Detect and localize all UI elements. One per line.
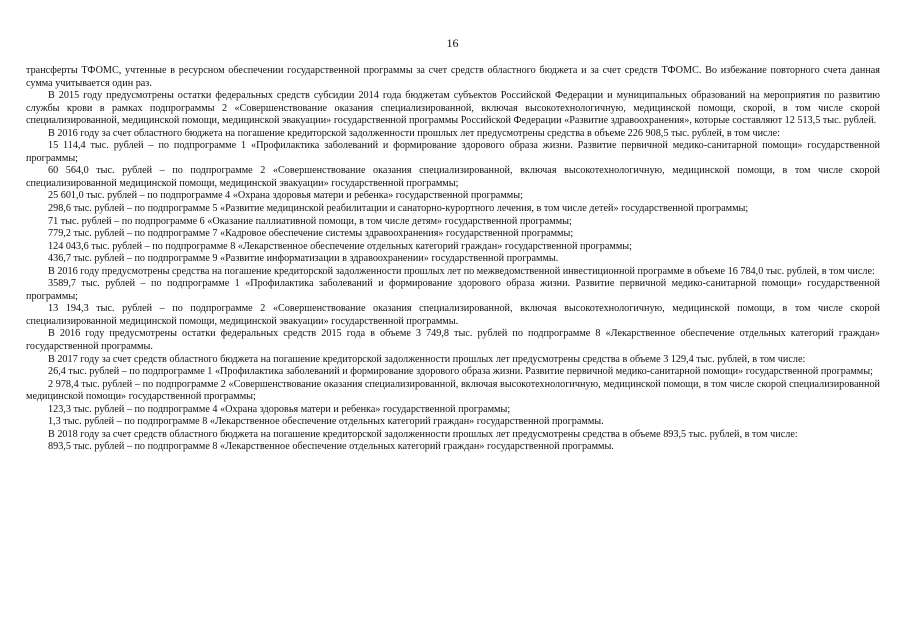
paragraph: В 2018 году за счет средств областного бюджета на погашение кредиторской задолженности прошлых лет предусмотрены средства в объеме 893,5 тыс. рублей, в том числе: (48, 428, 798, 440)
paragraph: В 2016 году предусмотрены средства на погашение кредиторской задолженности прошлых лет по межведомственной инвестиционной программе в объеме 16 784,0 тыс. рублей, в том числе: (48, 265, 875, 277)
paragraph: 15 114,4 тыс. рублей – по подпрограмме 1 «Профилактика заболеваний и формирование здорового образа жизни. Развитие первичной медико-санитарной помощи» государственной программы; (26, 140, 880, 164)
paragraph: 298,6 тыс. рублей – по подпрограмме 5 «Развитие медицинской реабилитации и санаторно-курортного лечения, в том числе детей» государственной программы; (48, 203, 749, 215)
paragraph: 25 601,0 тыс. рублей – по подпрограмме 4 «Охрана здоровья матери и ребенка» государственной программы; (48, 190, 523, 202)
paragraph: трансферты ТФОМС, учтенные в ресурсном обеспечении государственной программы за счет средств областного бюджета и за счет средств ТФОМС. Во избежание повторного счета данная сумма учитывается один раз. (26, 65, 880, 89)
paragraph: 2 978,4 тыс. рублей – по подпрограмме 2 «Совершенствование оказания специализированной, включая высокотехнологичную, медицинской помощи, в том числе скорой специализированной медицинской помощи» государственной программы; (26, 378, 880, 403)
paragraph: 13 194,3 тыс. рублей – по подпрограмме 2 «Совершенствование оказания специализированной, включая высокотехнологичную, медицинской помощи, в том числе скорой специализированной медицинской помощи, медицинской эвакуации» государственной программы. (26, 303, 880, 327)
paragraph: 60 564,0 тыс. рублей – по подпрограмме 2 «Совершенствование оказания специализированной, включая высокотехнологичную, медицинской помощи, в том числе скорой специализированной медицинской помощи, медицинской эвакуации» государственной программы; (26, 165, 880, 189)
paragraph: 436,7 тыс. рублей – по подпрограмме 9 «Развитие информатизации в здравоохранении» государственной программы. (48, 253, 559, 265)
paragraph: В 2016 году предусмотрены остатки федеральных средств 2015 года в объеме 3 749,8 тыс. рублей по подпрограмме 8 «Лекарственное обеспечение отдельных категорий граждан» государственной программы. (26, 328, 880, 353)
paragraph: В 2017 году за счет средств областного бюджета на погашение кредиторской задолженности прошлых лет предусмотрены средства в объеме 3 129,4 тыс. рублей, в том числе: (48, 353, 806, 365)
paragraph: 71 тыс. рублей – по подпрограмме 6 «Оказание паллиативной помощи, в том числе детям» государственной программы; (48, 215, 572, 227)
paragraph: 1,3 тыс. рублей – по подпрограмме 8 «Лекарственное обеспечение отдельных категорий граждан» государственной программы. (48, 416, 604, 428)
paragraph: 26,4 тыс. рублей – по подпрограмме 1 «Профилактика заболеваний и формирование здорового образа жизни. Развитие первичной медико-санитарной помощи» государственной программы; (48, 366, 873, 378)
document-body (26, 65, 880, 454)
paragraph: 893,5 тыс. рублей – по подпрограмме 8 «Лекарственное обеспечение отдельных категорий граждан» государственной программы. (48, 441, 614, 453)
paragraph: В 2015 году предусмотрены остатки федеральных средств субсидии 2014 года бюджетам субъектов Российской Федерации и муниципальных образований на мероприятия по развитию службы крови в рамках подпрограммы 2 «Совершенствование оказания специализированной, включая высокотехнологичную, медицинской помощи, скорой, в том числе скорой специализированной, медицинской помощи, медицинской эвакуации» государственной программы Российской Федерации «Развитие здравоохранения», которые составляют 12 513,5 тыс. рублей. (26, 90, 880, 127)
paragraph: 124 043,6 тыс. рублей – по подпрограмме 8 «Лекарственное обеспечение отдельных категорий граждан» государственной программы; (48, 240, 632, 252)
paragraph: В 2016 году за счет областного бюджета на погашение кредиторской задолженности прошлых лет предусмотрены средства в объеме 226 908,5 тыс. рублей, в том числе: (48, 127, 780, 139)
paragraph: 123,3 тыс. рублей – по подпрограмме 4 «Охрана здоровья матери и ребенка» государственной программы; (48, 403, 511, 415)
paragraph: 779,2 тыс. рублей – по подпрограмме 7 «Кадровое обеспечение системы здравоохранения» государственной программы; (48, 228, 574, 240)
paragraph: 3589,7 тыс. рублей – по подпрограмме 1 «Профилактика заболеваний и формирование здорового образа жизни. Развитие первичной медико-санитарной помощи» государственной программы; (26, 278, 880, 302)
page-number: 16 (446, 36, 459, 50)
